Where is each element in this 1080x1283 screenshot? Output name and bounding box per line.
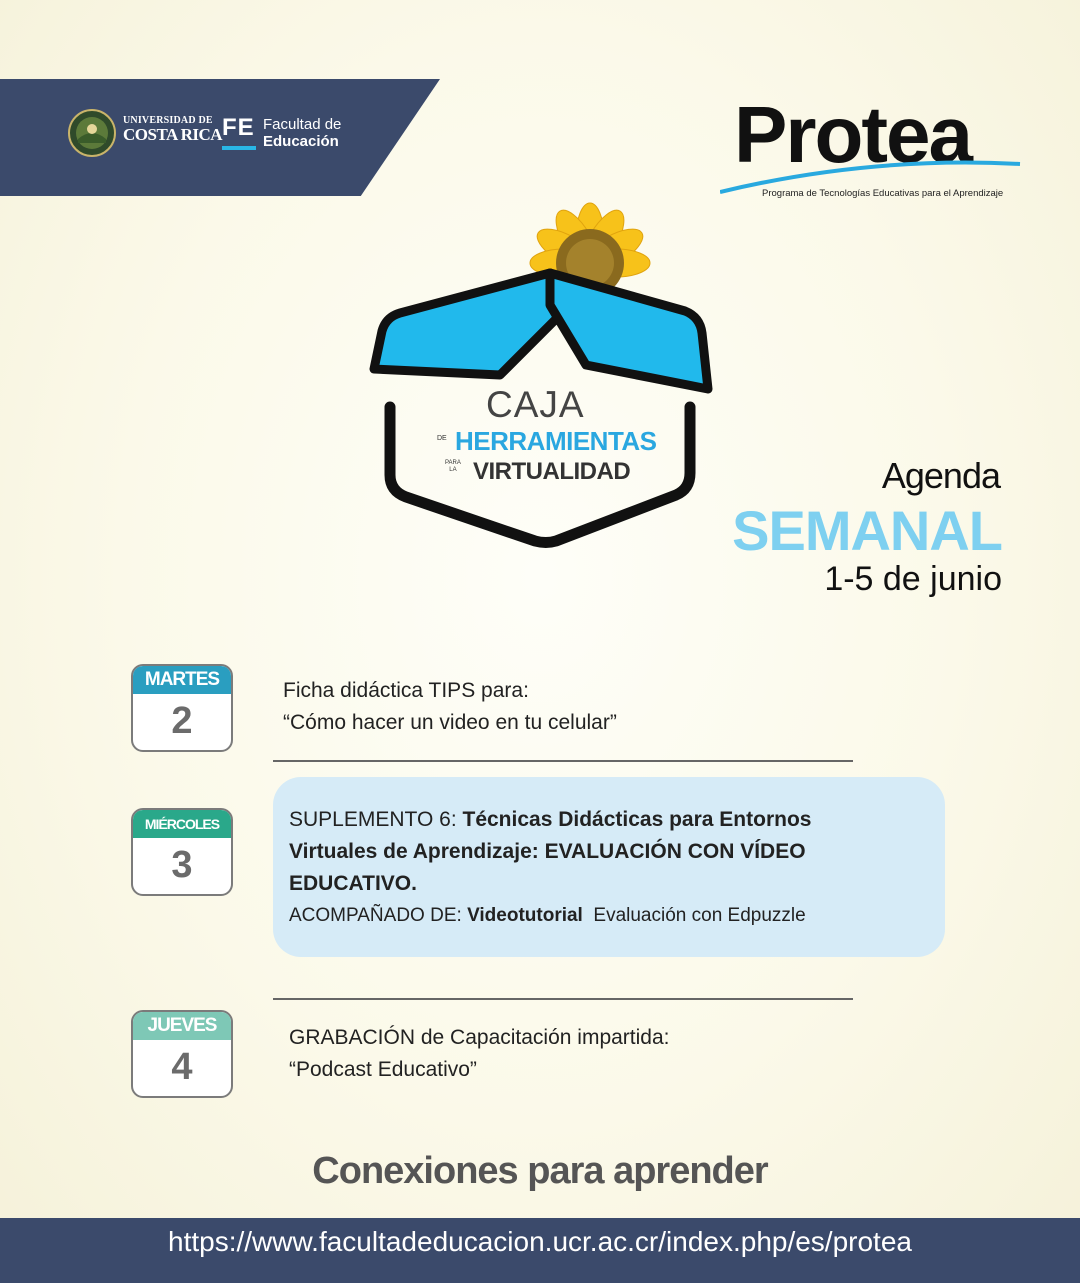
calendar-day-number: 3 [171,844,193,886]
separator [273,998,853,1000]
calendar-tuesday [131,664,233,752]
agenda-dates: 1-5 de junio [824,560,1002,598]
entry-tuesday-line1: Ficha didáctica TIPS para: [283,679,529,702]
calendar-day-number: 2 [171,700,193,742]
entry-thursday-line1: GRABACIÓN de Capacitación impartida: [289,1026,670,1049]
ucr-line2: COSTA RICA [123,125,223,144]
entry-wednesday-bold3: EDUCATIVO. [289,872,417,895]
caja-box-graphic [360,175,720,550]
caja-line1: CAJA [486,384,585,425]
agenda-subtitle: SEMANAL [732,499,1002,562]
entry-wednesday-sub-bold: Videotutorial [467,905,583,926]
entry-thursday-line2: “Podcast Educativo” [289,1058,477,1081]
calendar-day-label: JUEVES [133,1012,231,1040]
protea-logo [720,84,1030,204]
entry-wednesday-sub-rest: Evaluación con Edpuzzle [582,905,806,926]
fe-logo: FE [222,114,255,141]
box-flap-right [550,273,708,389]
footer-slogan: Conexiones para aprender [312,1150,768,1192]
box-flap-left [374,273,560,375]
calendar-day-label: MARTES [133,666,231,694]
fe-line1: Facultad de [263,116,342,133]
entry-wednesday [289,804,811,932]
entry-thursday [289,1022,670,1086]
entry-wednesday-prefix: SUPLEMENTO 6: [289,808,463,831]
caja-para: PARA [445,460,461,466]
caja-line3: VIRTUALIDAD [473,458,631,485]
ucr-seal-icon [68,109,116,157]
calendar-day-number: 4 [171,1046,193,1088]
caja-la: LA [449,466,457,473]
caja-para-la [445,460,461,473]
entry-wednesday-sub-prefix: ACOMPAÑADO DE: [289,905,468,926]
protea-title: Protea [734,90,971,179]
calendar-wednesday [131,808,233,896]
fe-wordmark [263,117,341,150]
calendar-day-label: MIÉRCOLES [133,810,231,838]
entry-tuesday [283,675,617,739]
agenda-title: Agenda [881,455,1000,496]
caja-line2: HERRAMIENTAS [455,426,657,456]
entry-wednesday-bold2: Virtuales de Aprendizaje: EVALUACIÓN CON VÍDEO [289,840,806,863]
footer-url-link[interactable]: https://www.facultadeducacion.ucr.ac.cr/index.php/es/protea [168,1226,912,1257]
ucr-wordmark [123,116,222,143]
protea-subtitle: Programa de Tecnologías Educativas para el Aprendizaje [762,188,1004,199]
caja-de: DE [437,435,447,442]
fe-line2: Educación [263,132,339,150]
calendar-thursday [131,1010,233,1098]
ucr-line1: UNIVERSIDAD DE [123,115,213,126]
entry-tuesday-line2: “Cómo hacer un video en tu celular” [283,711,617,734]
fe-underline [222,146,256,150]
separator [273,760,853,762]
entry-wednesday-bold1: Técnicas Didácticas para Entornos [462,808,812,831]
